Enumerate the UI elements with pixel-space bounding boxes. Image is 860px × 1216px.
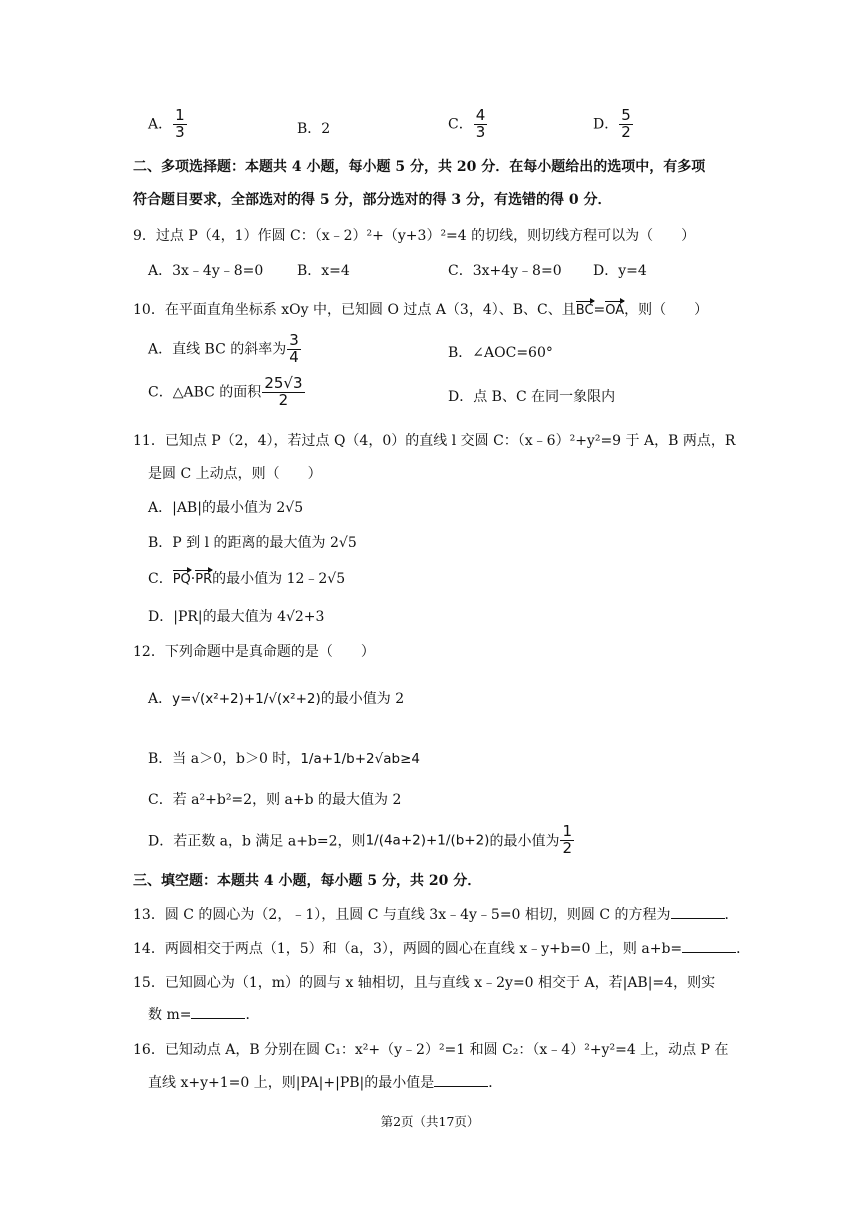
q15-line1: 15．已知圆心为（1，m）的圆与 x 轴相切，且与直线 x﹣2y=0 相交于 A，若|AB|=4，则实	[133, 975, 716, 991]
q10-option-c	[148, 376, 306, 409]
q11-option-c	[148, 568, 345, 588]
q11-option-a: A．|AB|的最小值为 2√5	[148, 500, 304, 516]
numerator: 3	[289, 331, 299, 349]
q12-option-b	[148, 748, 420, 768]
q10-option-a-text: A．直线 BC 的斜率为	[148, 341, 287, 358]
q8-option-c-fraction	[474, 108, 488, 141]
q11-option-b: B．P 到 l 的距离的最大值为 2√5	[148, 535, 357, 551]
q15-text: 数 m=	[148, 1007, 192, 1023]
q11-option-c-text: 的最小值为 12﹣2√5	[212, 571, 346, 587]
vector-bc: BC	[575, 303, 594, 318]
answer-blank[interactable]	[682, 940, 736, 953]
q12-option-b-expression: 1/a+1/b+2√ab≥4	[300, 751, 420, 767]
q10-option-b: B．∠AOC=60°	[448, 345, 553, 361]
q9-option-b: B．x=4	[297, 263, 350, 279]
q10-option-c-fraction	[262, 376, 304, 409]
q12-option-d-expression: 1/(4a+2)+1/(b+2)	[365, 832, 490, 849]
q12-option-a	[148, 688, 404, 708]
answer-blank[interactable]	[671, 906, 725, 919]
dot-operator: ·	[190, 571, 196, 587]
numerator: 1	[175, 106, 185, 124]
q9-option-a: A．3x﹣4y﹣8=0	[148, 263, 264, 279]
q11-stem-line2: 是圆 C 上动点，则（ ）	[148, 466, 322, 482]
q8-option-a	[148, 108, 188, 141]
numerator: 5	[621, 106, 631, 124]
answer-blank[interactable]	[191, 1006, 245, 1019]
q12-option-d-text: D．若正数 a，b 满足 a+b=2，则	[148, 833, 366, 850]
section2-line1: 二、多项选择题：本题共 4 小题，每小题 5 分，共 20 分．在每小题给出的选项中，有多项	[133, 159, 706, 175]
q8-option-c-prefix: C．	[448, 116, 473, 133]
q15-line2: 数 m= ．	[148, 1007, 260, 1023]
q9-option-c: C．3x+4y﹣8=0	[448, 263, 562, 279]
q14: 14．两圆相交于两点（1，5）和（a，3），两圆的圆心在直线 x﹣y+b=0 上，则 a+b= ．	[133, 941, 751, 957]
denominator: 4	[289, 347, 299, 366]
denominator: 2	[278, 390, 289, 409]
q10-stem	[133, 299, 708, 319]
q9-option-d: D．y=4	[593, 263, 647, 279]
section3-header: 三、填空题：本题共 4 小题，每小题 5 分，共 20 分．	[133, 873, 482, 889]
q8-option-d	[593, 108, 634, 141]
q11-stem-line1: 11．已知点 P（2，4），若过点 Q（4，0）的直线 l 交圆 C：（x﹣6）²+y²=9 于 A，B 两点，R	[133, 433, 736, 449]
q16-line1: 16．已知动点 A，B 分别在圆 C₁：x²+（y﹣2）²=1 和圆 C₂：（x﹣4）²+y²=4 上，动点 P 在	[133, 1042, 729, 1058]
numerator: 1	[562, 822, 572, 840]
q12-stem: 12．下列命题中是真命题的是（ ）	[133, 644, 375, 660]
q14-text: 14．两圆相交于两点（1，5）和（a，3），两圆的圆心在直线 x﹣y+b=0 上，则 a+b=	[133, 941, 683, 957]
q9-stem: 9．过点 P（4，1）作圆 C：（x﹣2）²+（y+3）²=4 的切线，则切线方程可以为（ ）	[133, 228, 696, 244]
q12-option-b-text: B．当 a＞0，b＞0 时，	[148, 751, 301, 767]
q8-option-b: B．2	[297, 121, 331, 137]
numerator: 25√3	[264, 374, 303, 392]
denominator: 2	[562, 838, 572, 857]
numerator: 4	[475, 106, 486, 124]
denominator: 2	[621, 122, 631, 141]
q10-option-a	[148, 333, 302, 366]
q10-stem-tail: ，则（ ）	[624, 302, 709, 318]
vector-pq: PQ	[172, 572, 191, 587]
q16-text: 直线 x+y+1=0 上，则|PA|+|PB|的最小值是	[148, 1075, 435, 1091]
answer-blank[interactable]	[434, 1074, 488, 1087]
q12-option-a-prefix: A．	[148, 691, 173, 707]
q12-option-d-mid: 的最小值为	[489, 833, 560, 850]
q10-stem-text: 10．在平面直角坐标系 xOy 中，已知圆 O 过点 A（3，4）、B、C、且	[133, 302, 576, 318]
q13-text: 13．圆 C 的圆心为（2，﹣1），且圆 C 与直线 3x﹣4y﹣5=0 相切，则圆 C 的方程为	[133, 907, 671, 923]
denominator: 3	[175, 122, 185, 141]
page-footer: 第2页（共17页）	[380, 1114, 480, 1129]
q16-line2: 直线 x+y+1=0 上，则|PA|+|PB|的最小值是 ．	[148, 1075, 503, 1091]
denominator: 3	[475, 122, 486, 141]
vector-oa: OA	[605, 303, 625, 318]
q8-option-d-prefix: D．	[593, 116, 619, 133]
q8-option-a-fraction	[173, 108, 187, 141]
q8-option-d-fraction	[619, 108, 633, 141]
equals-sign: =	[593, 302, 606, 318]
q12-option-a-expression: y=√(x²+2)+1/√(x²+2)	[172, 691, 321, 707]
section2-line2: 符合题目要求，全部选对的得 5 分，部分选对的得 3 分，有选错的得 0 分．	[133, 192, 612, 208]
q13: 13．圆 C 的圆心为（2，﹣1），且圆 C 与直线 3x﹣4y﹣5=0 相切，则圆 C 的方程为 ．	[133, 907, 739, 923]
q12-option-d-fraction	[560, 824, 574, 857]
q12-option-d	[148, 824, 575, 857]
q8-option-c	[448, 108, 488, 141]
q8-option-a-prefix: A．	[148, 116, 173, 133]
q11-option-d: D．|PR|的最大值为 4√2+3	[148, 609, 325, 625]
vector-pr: PR	[195, 572, 213, 587]
q10-option-a-fraction	[287, 333, 301, 366]
q11-option-c-prefix: C．	[148, 571, 173, 587]
q10-option-d: D．点 B、C 在同一象限内	[448, 389, 616, 405]
q10-option-c-text: C．△ABC 的面积	[148, 384, 262, 401]
q12-option-a-text: 的最小值为 2	[320, 691, 405, 707]
q12-option-c: C．若 a²+b²=2，则 a+b 的最大值为 2	[148, 792, 402, 808]
